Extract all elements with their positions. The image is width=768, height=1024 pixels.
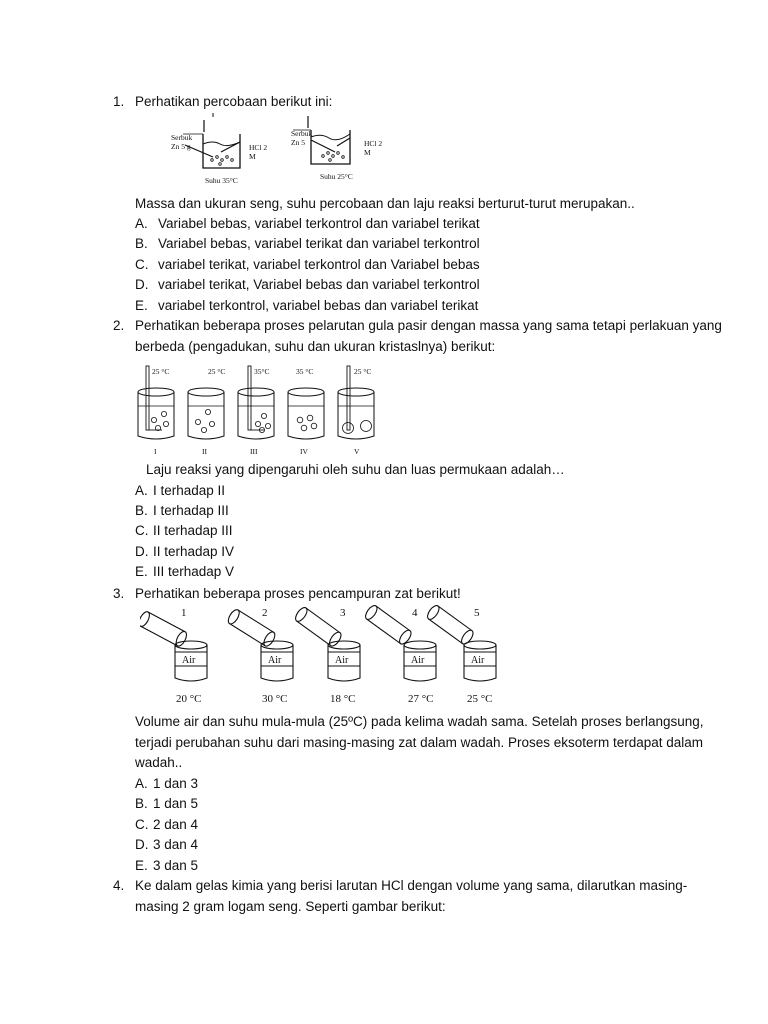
option-letter: C. (135, 257, 149, 272)
option-letter: A. (135, 483, 148, 498)
option-text: I terhadap III (153, 503, 229, 518)
option-text: 1 dan 5 (153, 796, 199, 811)
question-prompt: Perhatikan beberapa proses pelarutan gula pasir dengan massa yang sama tetapi perlakuan yang (135, 318, 722, 333)
beaker-25c (291, 116, 382, 181)
question-text: Massa dan ukuran seng, suhu percobaan dan laju reaksi berturut-turut merupakan.. (135, 196, 635, 211)
zn-label: Zn 5 g (171, 142, 191, 151)
container-label: Air (471, 655, 485, 666)
beaker-i (138, 366, 174, 456)
container-number: 1 (181, 607, 187, 619)
container-label: Air (182, 655, 196, 666)
option-letter: C. (135, 523, 149, 538)
option-letter: B. (135, 796, 148, 811)
mixing-container-2 (226, 607, 293, 705)
zn-label: Zn 5 (291, 138, 305, 147)
option-text: Variabel bebas, variabel terikat dan variabel terkontrol (158, 236, 480, 251)
beaker-iv (288, 367, 324, 456)
beaker-v (338, 366, 374, 456)
option-text: 2 dan 4 (153, 817, 199, 832)
question-number: 4. (113, 878, 125, 893)
question-number: 2. (113, 318, 125, 333)
dissolution-figure (132, 362, 392, 460)
powder-label: Serbuk (291, 129, 313, 138)
container-temp: 20 °C (176, 693, 202, 705)
beaker-label: I (154, 447, 157, 456)
question-prompt-continued: masing 2 gram logam seng. Seperti gambar berikut: (135, 899, 446, 914)
option-letter: E. (135, 564, 148, 579)
beaker-temp: 35 °C (296, 367, 314, 376)
option-letter: B. (135, 236, 148, 251)
option-text: II terhadap IV (153, 544, 235, 559)
option-letter: C. (135, 817, 149, 832)
mixing-container-1 (140, 607, 207, 705)
beaker-temp: 25 °C (208, 367, 226, 376)
option-letter: D. (135, 837, 149, 852)
option-text: III terhadap V (153, 564, 235, 579)
mixing-container-3 (293, 606, 360, 705)
powder-label: Serbuk (171, 133, 193, 142)
option-text: 3 dan 5 (153, 858, 199, 873)
container-label: Air (411, 655, 425, 666)
container-label: Air (335, 655, 349, 666)
question-text: Laju reaksi yang dipengaruhi oleh suhu dan luas permukaan adalah… (146, 462, 565, 477)
beaker-temp: 25 °C (152, 367, 170, 376)
beaker-iii (238, 366, 274, 456)
question-text-continued: wadah.. (135, 755, 183, 770)
option-text: I terhadap II (153, 483, 226, 498)
option-letter: B. (135, 503, 148, 518)
question-prompt: Ke dalam gelas kimia yang berisi larutan HCl dengan volume yang sama, dilarutkan masing- (135, 878, 688, 893)
beaker-label: III (250, 447, 258, 456)
option-text: variabel terkontrol, variabel bebas dan variabel terikat (158, 298, 479, 313)
container-temp: 27 °C (408, 693, 434, 705)
question-prompt: Perhatikan percobaan berikut ini: (135, 94, 333, 109)
question-text-continued: terjadi perubahan suhu dari masing-masing zat dalam wadah. Proses eksoterm terdapat dalam (135, 735, 704, 750)
option-text: 3 dan 4 (153, 837, 199, 852)
container-number: 5 (474, 607, 480, 619)
container-number: 3 (340, 607, 346, 619)
question-text: Volume air dan suhu mula-mula (25ºC) pada kelima wadah sama. Setelah proses berlangsung, (135, 714, 704, 729)
option-letter: A. (135, 216, 148, 231)
question-number: 3. (113, 586, 125, 601)
beaker-label: IV (300, 447, 308, 456)
option-letter: D. (135, 277, 149, 292)
acid-unit-label: M (249, 152, 256, 161)
question-number: 1. (113, 94, 125, 109)
option-letter: E. (135, 298, 148, 313)
experiment-figure (165, 112, 395, 187)
temp-label: Suhu 25°C (320, 172, 353, 181)
option-letter: E. (135, 858, 148, 873)
option-text: Variabel bebas, variabel terkontrol dan variabel terikat (158, 216, 480, 231)
container-number: 2 (262, 607, 268, 619)
acid-label: HCl 2 (249, 143, 268, 152)
question-prompt-continued: berbeda (pengadukan, suhu dan ukuran kristaslnya) berikut: (135, 339, 496, 354)
container-label: Air (268, 655, 282, 666)
beaker-temp: 25 °C (354, 367, 372, 376)
beaker-label: V (354, 447, 360, 456)
container-number: 4 (412, 607, 418, 619)
option-letter: A. (135, 776, 148, 791)
beaker-ii (188, 367, 225, 456)
acid-unit-label: M (364, 148, 371, 157)
container-temp: 25 °C (467, 693, 493, 705)
option-letter: D. (135, 544, 149, 559)
mixing-figure (140, 604, 510, 710)
question-prompt: Perhatikan beberapa proses pencampuran zat berikut! (135, 586, 461, 601)
container-temp: 18 °C (330, 693, 356, 705)
acid-label: HCl 2 (364, 139, 383, 148)
mixing-container-4 (363, 604, 436, 705)
container-temp: 30 °C (262, 693, 288, 705)
option-text: 1 dan 3 (153, 776, 199, 791)
option-text: II terhadap III (153, 523, 233, 538)
option-text: variabel terikat, Variabel bebas dan variabel terkontrol (158, 277, 480, 292)
temp-label: Suhu 35°C (205, 176, 238, 185)
beaker-35c (171, 113, 267, 185)
option-text: variabel terikat, variabel terkontrol dan Variabel bebas (158, 257, 480, 272)
beaker-temp: 35°C (254, 367, 270, 376)
beaker-label: II (202, 447, 207, 456)
